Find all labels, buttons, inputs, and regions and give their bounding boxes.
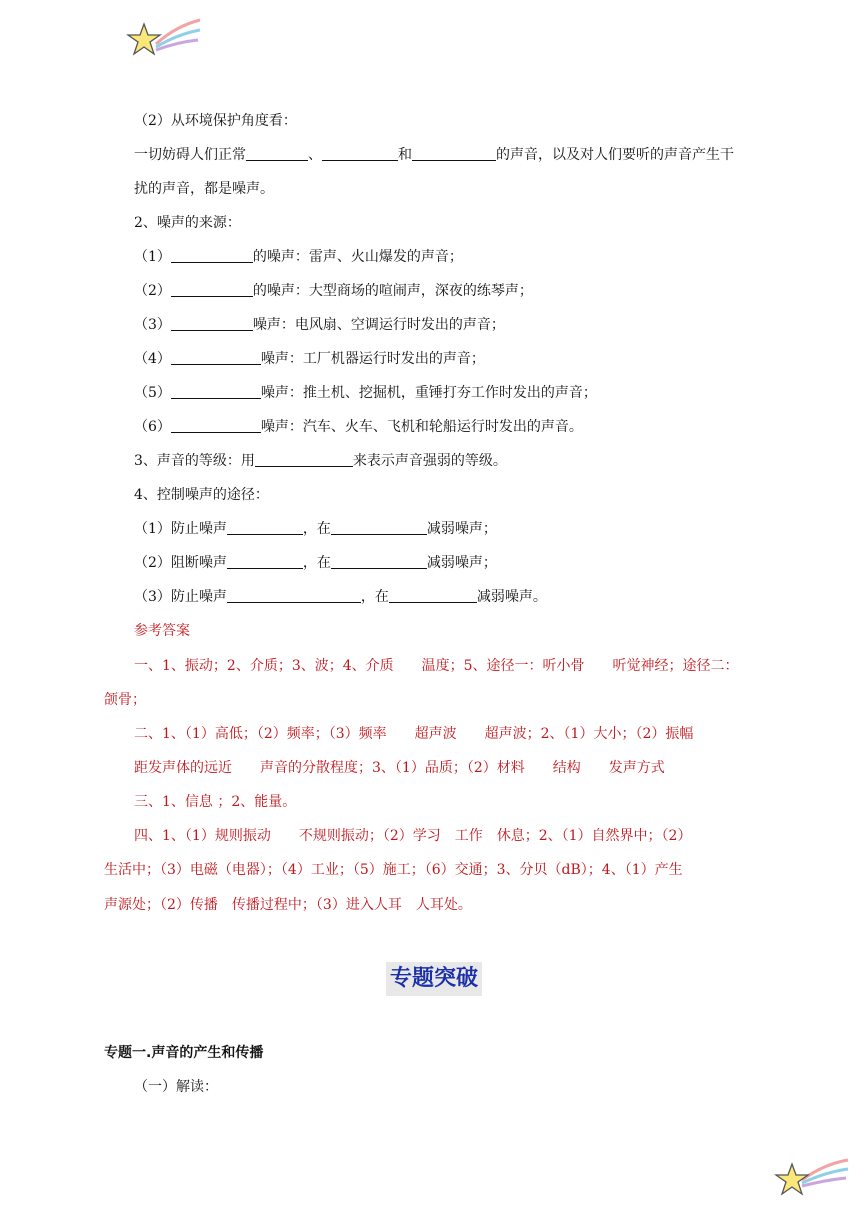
- control-item: （1）防止噪声 ，在 减弱噪声；: [134, 521, 497, 537]
- sound-level-line: 3、声音的等级：用 来表示声音强弱的等级。: [134, 453, 507, 469]
- answer-blank[interactable]: [246, 145, 308, 161]
- answer-blank[interactable]: [227, 587, 361, 603]
- answer-line: 生活中；（3）电磁（电器）；（4）工业；（5）施工；（6）交通；3、分贝（dB）；4、（1）产生: [104, 862, 683, 878]
- answer-line: 距发声体的远近 声音的分散程度；3、（1）品质；（2）材料 结构 发声方式: [134, 760, 665, 776]
- answer-line: 四、1、（1）规则振动 不规则振动；（2）学习 工作 休息；2、（1）自然界中；（2）: [134, 828, 692, 844]
- answer-blank[interactable]: [171, 383, 261, 399]
- sources-title: 2、噪声的来源：: [134, 215, 241, 231]
- source-item: （2） 的噪声：大型商场的喧闹声，深夜的练琴声；: [134, 283, 533, 299]
- answers-title: 参考答案: [134, 623, 190, 639]
- answer-blank[interactable]: [171, 417, 261, 433]
- definition-line-cont: 扰的声音，都是噪声。: [134, 181, 274, 197]
- answer-line: 声源处；（2）传播 传播过程中；（3）进入人耳 人耳处。: [104, 897, 472, 913]
- section-heading: 专题突破: [389, 966, 478, 991]
- answer-blank[interactable]: [171, 281, 253, 297]
- answer-blank[interactable]: [389, 587, 477, 603]
- answer-blank[interactable]: [227, 553, 303, 569]
- answer-blank[interactable]: [331, 519, 427, 535]
- section-heading-box: [386, 962, 482, 996]
- answer-line: 一、1、振动；2、介质；3、波；4、介质 温度；5、途径一：听小骨 听觉神经；途径二：: [134, 658, 739, 674]
- answer-blank[interactable]: [227, 519, 303, 535]
- control-item: （2）阻断噪声 ，在 减弱噪声；: [134, 555, 497, 571]
- answer-blank[interactable]: [255, 451, 353, 467]
- control-item: （3）防止噪声 ，在 减弱噪声。: [134, 589, 547, 605]
- topic-subtitle: （一）解读：: [134, 1079, 218, 1095]
- answer-blank[interactable]: [322, 145, 398, 161]
- definition-line: 一切妨碍人们正常 、 和 的声音，以及对人们要听的声音产生干: [134, 147, 734, 163]
- shooting-star-icon: [774, 1156, 850, 1202]
- answer-blank[interactable]: [171, 349, 261, 365]
- source-item: （6） 噪声：汽车、火车、飞机和轮船运行时发出的声音。: [134, 419, 583, 435]
- answer-line: 二、1、（1）高低；（2）频率；（3）频率 超声波 超声波；2、（1）大小；（2）振幅: [134, 726, 694, 742]
- source-item: （1） 的噪声：雷声、火山爆发的声音；: [134, 249, 463, 265]
- topic-title: 专题一.声音的产生和传播: [104, 1045, 264, 1061]
- answer-blank[interactable]: [331, 553, 427, 569]
- answer-blank[interactable]: [412, 145, 496, 161]
- answer-blank[interactable]: [171, 315, 253, 331]
- env-protection-label: （2）从环境保护角度看：: [134, 113, 297, 129]
- source-item: （4） 噪声：工厂机器运行时发出的声音；: [134, 351, 485, 367]
- control-title: 4、控制噪声的途径：: [134, 487, 269, 503]
- source-item: （3） 噪声：电风扇、空调运行时发出的声音；: [134, 317, 505, 333]
- answer-line: 颌骨；: [104, 692, 146, 708]
- answer-blank[interactable]: [171, 247, 253, 263]
- source-item: （5） 噪声：推土机、挖掘机，重锤打夯工作时发出的声音；: [134, 385, 597, 401]
- shooting-star-icon: [126, 14, 202, 66]
- answer-line: 三、1、信息 ；2、能量。: [134, 794, 297, 810]
